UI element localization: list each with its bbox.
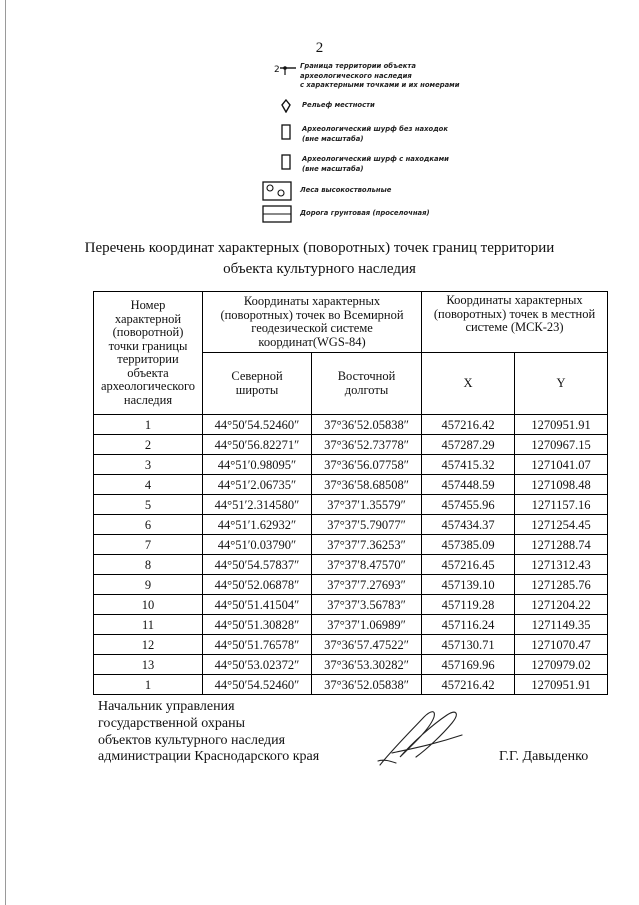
cell-longitude: 37°37′7.27693″ xyxy=(312,575,422,595)
legend-text-line: Леса высокоствольные xyxy=(300,186,392,194)
cell-y: 1271070.47 xyxy=(515,635,608,655)
signature-block xyxy=(98,699,319,766)
cell-latitude: 44°50′52.06878″ xyxy=(203,575,312,595)
header-msk23-group: Координаты характерных (поворотных) точек в местной системе (МСК-23) xyxy=(422,292,608,353)
header-x: X xyxy=(422,353,515,415)
legend-item-relief xyxy=(280,99,375,113)
cell-latitude: 44°50′51.30828″ xyxy=(203,615,312,635)
cell-y: 1271157.16 xyxy=(515,495,608,515)
table-row xyxy=(94,615,608,635)
cell-longitude: 37°36′52.73778″ xyxy=(312,435,422,455)
svg-text:2: 2 xyxy=(274,65,280,75)
legend-item-pit-with-finds xyxy=(281,154,449,174)
cell-latitude: 44°50′54.57837″ xyxy=(203,555,312,575)
cell-latitude: 44°50′51.41504″ xyxy=(203,595,312,615)
table-row xyxy=(94,635,608,655)
cell-point-number: 12 xyxy=(94,635,203,655)
legend-item-pit-no-finds xyxy=(281,124,448,144)
cell-latitude: 44°50′54.52460″ xyxy=(203,675,312,695)
legend-text-line: Рельеф местности xyxy=(302,101,375,109)
cell-x: 457385.09 xyxy=(422,535,515,555)
cell-latitude: 44°50′54.52460″ xyxy=(203,415,312,435)
legend-text-line: с характерными точками и их номерами xyxy=(300,81,460,89)
cell-latitude: 44°51′0.98095″ xyxy=(203,455,312,475)
legend-text-line: Археологический шурф без находок xyxy=(302,125,448,133)
table-row xyxy=(94,555,608,575)
cell-point-number: 9 xyxy=(94,575,203,595)
table-row xyxy=(94,475,608,495)
header-y: Y xyxy=(515,353,608,415)
legend-text-line: Археологический шурф с находками xyxy=(302,155,449,163)
cell-latitude: 44°51′2.314580″ xyxy=(203,495,312,515)
signatory-name: Г.Г. Давыденко xyxy=(499,749,589,764)
cell-x: 457455.96 xyxy=(422,495,515,515)
table-row xyxy=(94,515,608,535)
cell-x: 457448.59 xyxy=(422,475,515,495)
cell-point-number: 6 xyxy=(94,515,203,535)
cell-x: 457216.42 xyxy=(422,415,515,435)
cell-longitude: 37°36′56.07758″ xyxy=(312,455,422,475)
cell-longitude: 37°37′3.56783″ xyxy=(312,595,422,615)
cell-x: 457169.96 xyxy=(422,655,515,675)
cell-x: 457130.71 xyxy=(422,635,515,655)
cell-longitude: 37°36′57.47522″ xyxy=(312,635,422,655)
header-point-number: Номер характерной (поворотной) точки границы территории объекта археологического наследия xyxy=(94,292,203,415)
legend-text-line: Дорога грунтовая (проселочная) xyxy=(300,209,430,217)
cell-point-number: 1 xyxy=(94,415,203,435)
cell-y: 1271149.35 xyxy=(515,615,608,635)
table-row xyxy=(94,435,608,455)
title-line: Перечень координат характерных (поворотных) точек границ территории xyxy=(84,240,555,256)
road-icon xyxy=(262,205,292,223)
forest-icon xyxy=(262,181,292,201)
cell-y: 1271041.07 xyxy=(515,455,608,475)
table-row xyxy=(94,415,608,435)
cell-point-number: 13 xyxy=(94,655,203,675)
pit-with-finds-icon xyxy=(281,154,291,170)
table-row xyxy=(94,655,608,675)
table-row xyxy=(94,455,608,475)
cell-y: 1270951.91 xyxy=(515,415,608,435)
legend-text-line: археологического наследия xyxy=(300,71,412,80)
table-row xyxy=(94,495,608,515)
cell-y: 1271285.76 xyxy=(515,575,608,595)
cell-x: 457216.42 xyxy=(422,675,515,695)
table-row xyxy=(94,575,608,595)
table-row xyxy=(94,675,608,695)
cell-longitude: 37°36′52.05838″ xyxy=(312,675,422,695)
cell-latitude: 44°51′1.62932″ xyxy=(203,515,312,535)
page-number: 2 xyxy=(315,40,324,56)
signature-position-line: объектов культурного наследия xyxy=(98,732,286,748)
boundary-marker-icon xyxy=(274,62,296,76)
page-margin-line xyxy=(5,0,6,905)
header-wgs84-group: Координаты характерных (поворотных) точек во Всемирной геодезической системе координат(WGS-84) xyxy=(203,292,422,353)
cell-longitude: 37°36′52.05838″ xyxy=(312,415,422,435)
cell-latitude: 44°51′2.06735″ xyxy=(203,475,312,495)
coordinates-table-body xyxy=(94,415,608,695)
cell-point-number: 8 xyxy=(94,555,203,575)
cell-x: 457119.28 xyxy=(422,595,515,615)
cell-longitude: 37°37′1.06989″ xyxy=(312,615,422,635)
header-latitude: Северной широты xyxy=(203,353,312,415)
cell-y: 1270979.02 xyxy=(515,655,608,675)
cell-x: 457434.37 xyxy=(422,515,515,535)
cell-x: 457216.45 xyxy=(422,555,515,575)
cell-longitude: 37°37′5.79077″ xyxy=(312,515,422,535)
cell-y: 1271312.43 xyxy=(515,555,608,575)
legend-text-line: (вне масштаба) xyxy=(302,164,364,173)
cell-y: 1271098.48 xyxy=(515,475,608,495)
signature-position-line: Начальник управления xyxy=(98,699,235,714)
cell-point-number: 2 xyxy=(94,435,203,455)
table-row xyxy=(94,535,608,555)
title-line: объекта культурного наследия xyxy=(223,261,416,277)
legend-item-road xyxy=(262,205,430,223)
table-row xyxy=(94,595,608,615)
cell-point-number: 10 xyxy=(94,595,203,615)
cell-point-number: 4 xyxy=(94,475,203,495)
handwritten-signature-icon xyxy=(372,705,467,770)
coordinates-table xyxy=(93,291,608,695)
cell-x: 457116.24 xyxy=(422,615,515,635)
cell-point-number: 7 xyxy=(94,535,203,555)
cell-longitude: 37°37′7.36253″ xyxy=(312,535,422,555)
cell-x: 457415.32 xyxy=(422,455,515,475)
cell-point-number: 11 xyxy=(94,615,203,635)
cell-latitude: 44°50′51.76578″ xyxy=(203,635,312,655)
cell-x: 457287.29 xyxy=(422,435,515,455)
cell-point-number: 1 xyxy=(94,675,203,695)
cell-y: 1271204.22 xyxy=(515,595,608,615)
cell-point-number: 3 xyxy=(94,455,203,475)
cell-latitude: 44°51′0.03790″ xyxy=(203,535,312,555)
legend-text-line: Граница территории объекта xyxy=(300,62,416,70)
cell-y: 1271288.74 xyxy=(515,535,608,555)
cell-y: 1270967.15 xyxy=(515,435,608,455)
legend-item-boundary xyxy=(274,62,459,91)
cell-longitude: 37°36′58.68508″ xyxy=(312,475,422,495)
cell-x: 457139.10 xyxy=(422,575,515,595)
cell-latitude: 44°50′56.82271″ xyxy=(203,435,312,455)
cell-point-number: 5 xyxy=(94,495,203,515)
legend-text-line: (вне масштаба) xyxy=(302,134,364,143)
relief-icon xyxy=(280,99,292,113)
signature-position-line: администрации Краснодарского края xyxy=(98,749,320,765)
cell-latitude: 44°50′53.02372″ xyxy=(203,655,312,675)
pit-no-finds-icon xyxy=(281,124,291,140)
cell-longitude: 37°37′8.47570″ xyxy=(312,555,422,575)
cell-y: 1270951.91 xyxy=(515,675,608,695)
document-title xyxy=(60,238,579,280)
cell-y: 1271254.45 xyxy=(515,515,608,535)
signature-position-line: государственной охраны xyxy=(98,715,246,731)
legend-item-forest xyxy=(262,181,391,201)
cell-longitude: 37°36′53.30282″ xyxy=(312,655,422,675)
cell-longitude: 37°37′1.35579″ xyxy=(312,495,422,515)
header-longitude: Восточной долготы xyxy=(312,353,422,415)
